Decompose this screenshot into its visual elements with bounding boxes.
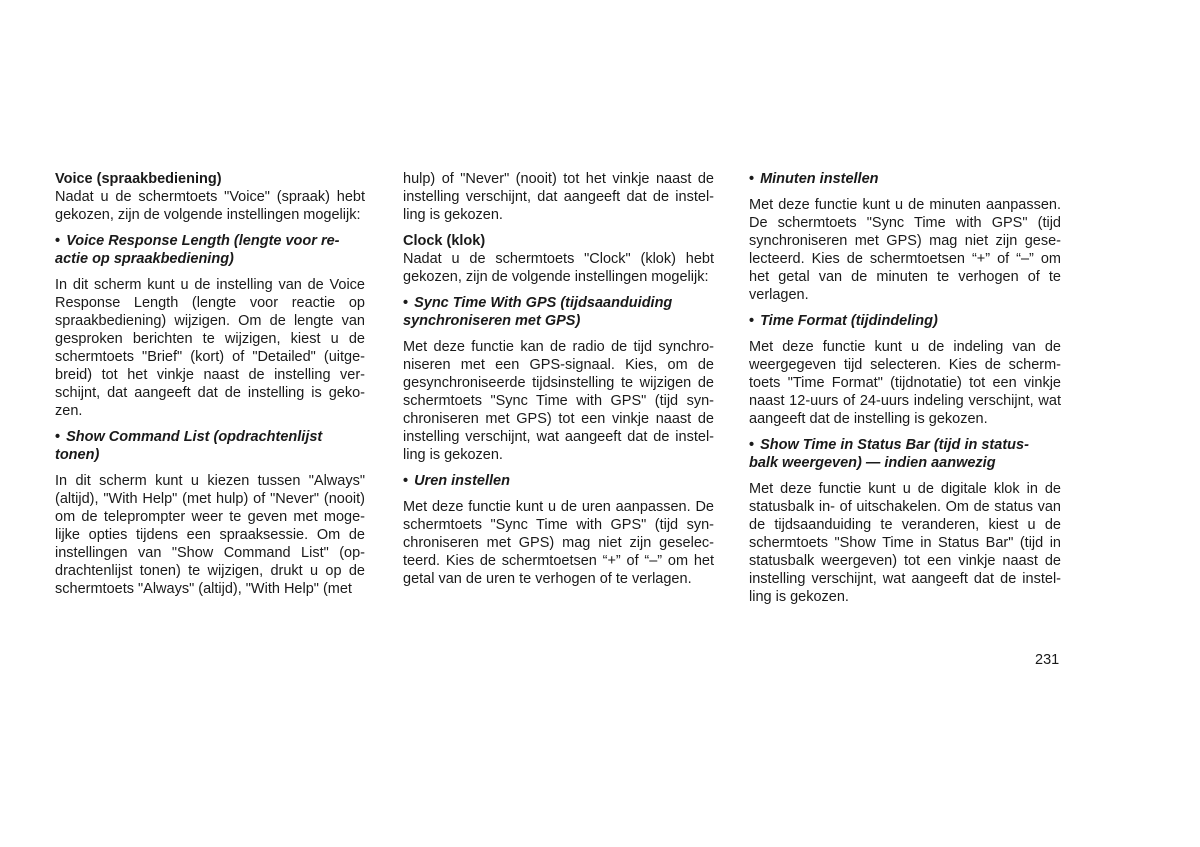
paragraph: Met deze functie kunt u de digitale klok in de statusbalk in- of uitschakelen. Om de status van de tijdsaanduiding te veranderen, kiest u de schermtoets "Show Time in Status Bar" (tijd in statusbalk weergeven) tot een vinkje naast de instelling verschijnt, wat aangeeft dat de instel-ling is gekozen. — [749, 481, 1061, 605]
bullet-icon: • — [403, 295, 409, 311]
paragraph: Met deze functie kunt u de indeling van de weergegeven tijd selecteren. Kies de scherm-toets "Time Format" (tijdnotatie) tot een vinkje naast 12-uurs of 24-uurs indeling verschijnt, wat aangeeft dat de instelling is gekozen. — [749, 339, 1061, 427]
bullet-heading-voice-response-length — [55, 232, 365, 268]
bullet-icon: • — [55, 233, 61, 249]
page-number: 231 — [1035, 652, 1060, 668]
bullet-heading-line: actie op spraakbediening) — [55, 251, 234, 267]
section-heading-voice: Voice (spraakbediening) — [55, 171, 222, 187]
paragraph: Met deze functie kan de radio de tijd synchro-niseren met een GPS-signaal. Kies, om de gesynchroniseerde tijdsinstelling te wijzigen de schermtoets "Sync Time with GPS" (tijd syn-chroniseren met GPS) tot een vinkje naast de instelling verschijnt, wat aangeeft dat de instel-ling is gekozen. — [403, 339, 714, 463]
bullet-heading-uren-instellen — [403, 472, 714, 490]
bullet-icon: • — [749, 171, 755, 187]
column-1 — [55, 170, 365, 598]
paragraph: Met deze functie kunt u de uren aanpassen. De schermtoets "Sync Time with GPS" (tijd syn-chroniseren met GPS) mag niet zijn geselec-teerd. Kies de schermtoetsen “+” of “–” om het getal van de uren te verhogen of te verlagen. — [403, 499, 714, 587]
bullet-heading-line: Show Command List (opdrachtenlijst — [66, 429, 323, 445]
column-2 — [403, 170, 714, 588]
bullet-heading-line: Time Format (tijdindeling) — [760, 313, 938, 329]
paragraph: Nadat u de schermtoets "Clock" (klok) hebt gekozen, zijn de volgende instellingen mogelijk: — [403, 251, 714, 285]
bullet-heading-show-time-status-bar — [749, 436, 1061, 472]
bullet-heading-time-format — [749, 312, 1061, 330]
section-heading-clock: Clock (klok) — [403, 233, 486, 249]
bullet-heading-line: balk weergeven) — indien aanwezig — [749, 455, 996, 471]
bullet-heading-line: Voice Response Length (lengte voor re- — [66, 233, 340, 249]
bullet-heading-line: Sync Time With GPS (tijdsaanduiding — [414, 295, 673, 311]
paragraph: Nadat u de schermtoets "Voice" (spraak) hebt gekozen, zijn de volgende instellingen mogelijk: — [55, 189, 365, 223]
bullet-icon: • — [55, 429, 61, 445]
column-3 — [749, 170, 1061, 606]
bullet-heading-sync-time-gps — [403, 294, 714, 330]
paragraph: In dit scherm kunt u de instelling van de Voice Response Length (lengte voor reactie op spraakbediening) wijzigen. Om de lengte van gesproken berichten te wijzigen, kiest u de schermtoets "Brief" (kort) of "Detailed" (uitge-breid) tot het vinkje naast de instelling ver-schijnt, dat aangeeft dat de instelling is geko-zen. — [55, 277, 365, 419]
bullet-heading-line: Minuten instellen — [760, 171, 879, 187]
paragraph: hulp) of "Never" (nooit) tot het vinkje naast de instelling verschijnt, dat aangeeft dat de instel-ling is gekozen. — [403, 171, 714, 223]
bullet-icon: • — [403, 473, 409, 489]
bullet-heading-minuten-instellen — [749, 170, 1061, 188]
bullet-heading-line: tonen) — [55, 447, 100, 463]
bullet-heading-line: synchroniseren met GPS) — [403, 313, 581, 329]
paragraph: In dit scherm kunt u kiezen tussen "Always" (altijd), "With Help" (met hulp) of "Never" (nooit) om de teleprompter weer te geven met moge-lijke opties tijdens een spraaksessie. Om de instellingen van "Show Command List" (op-drachtenlijst tonen) te wijzigen, drukt u op de schermtoets "Always" (altijd), "With Help" (met — [55, 473, 365, 597]
bullet-heading-show-command-list — [55, 428, 365, 464]
paragraph: Met deze functie kunt u de minuten aanpassen. De schermtoets "Sync Time with GPS" (tijd synchroniseren met GPS) mag niet zijn gese-lecteerd. Kies de schermtoetsen “+” of “–” om het getal van de minuten te verhogen of te verlagen. — [749, 197, 1061, 303]
bullet-icon: • — [749, 437, 755, 453]
bullet-heading-line: Show Time in Status Bar (tijd in status- — [760, 437, 1029, 453]
bullet-heading-line: Uren instellen — [414, 473, 510, 489]
bullet-icon: • — [749, 313, 755, 329]
